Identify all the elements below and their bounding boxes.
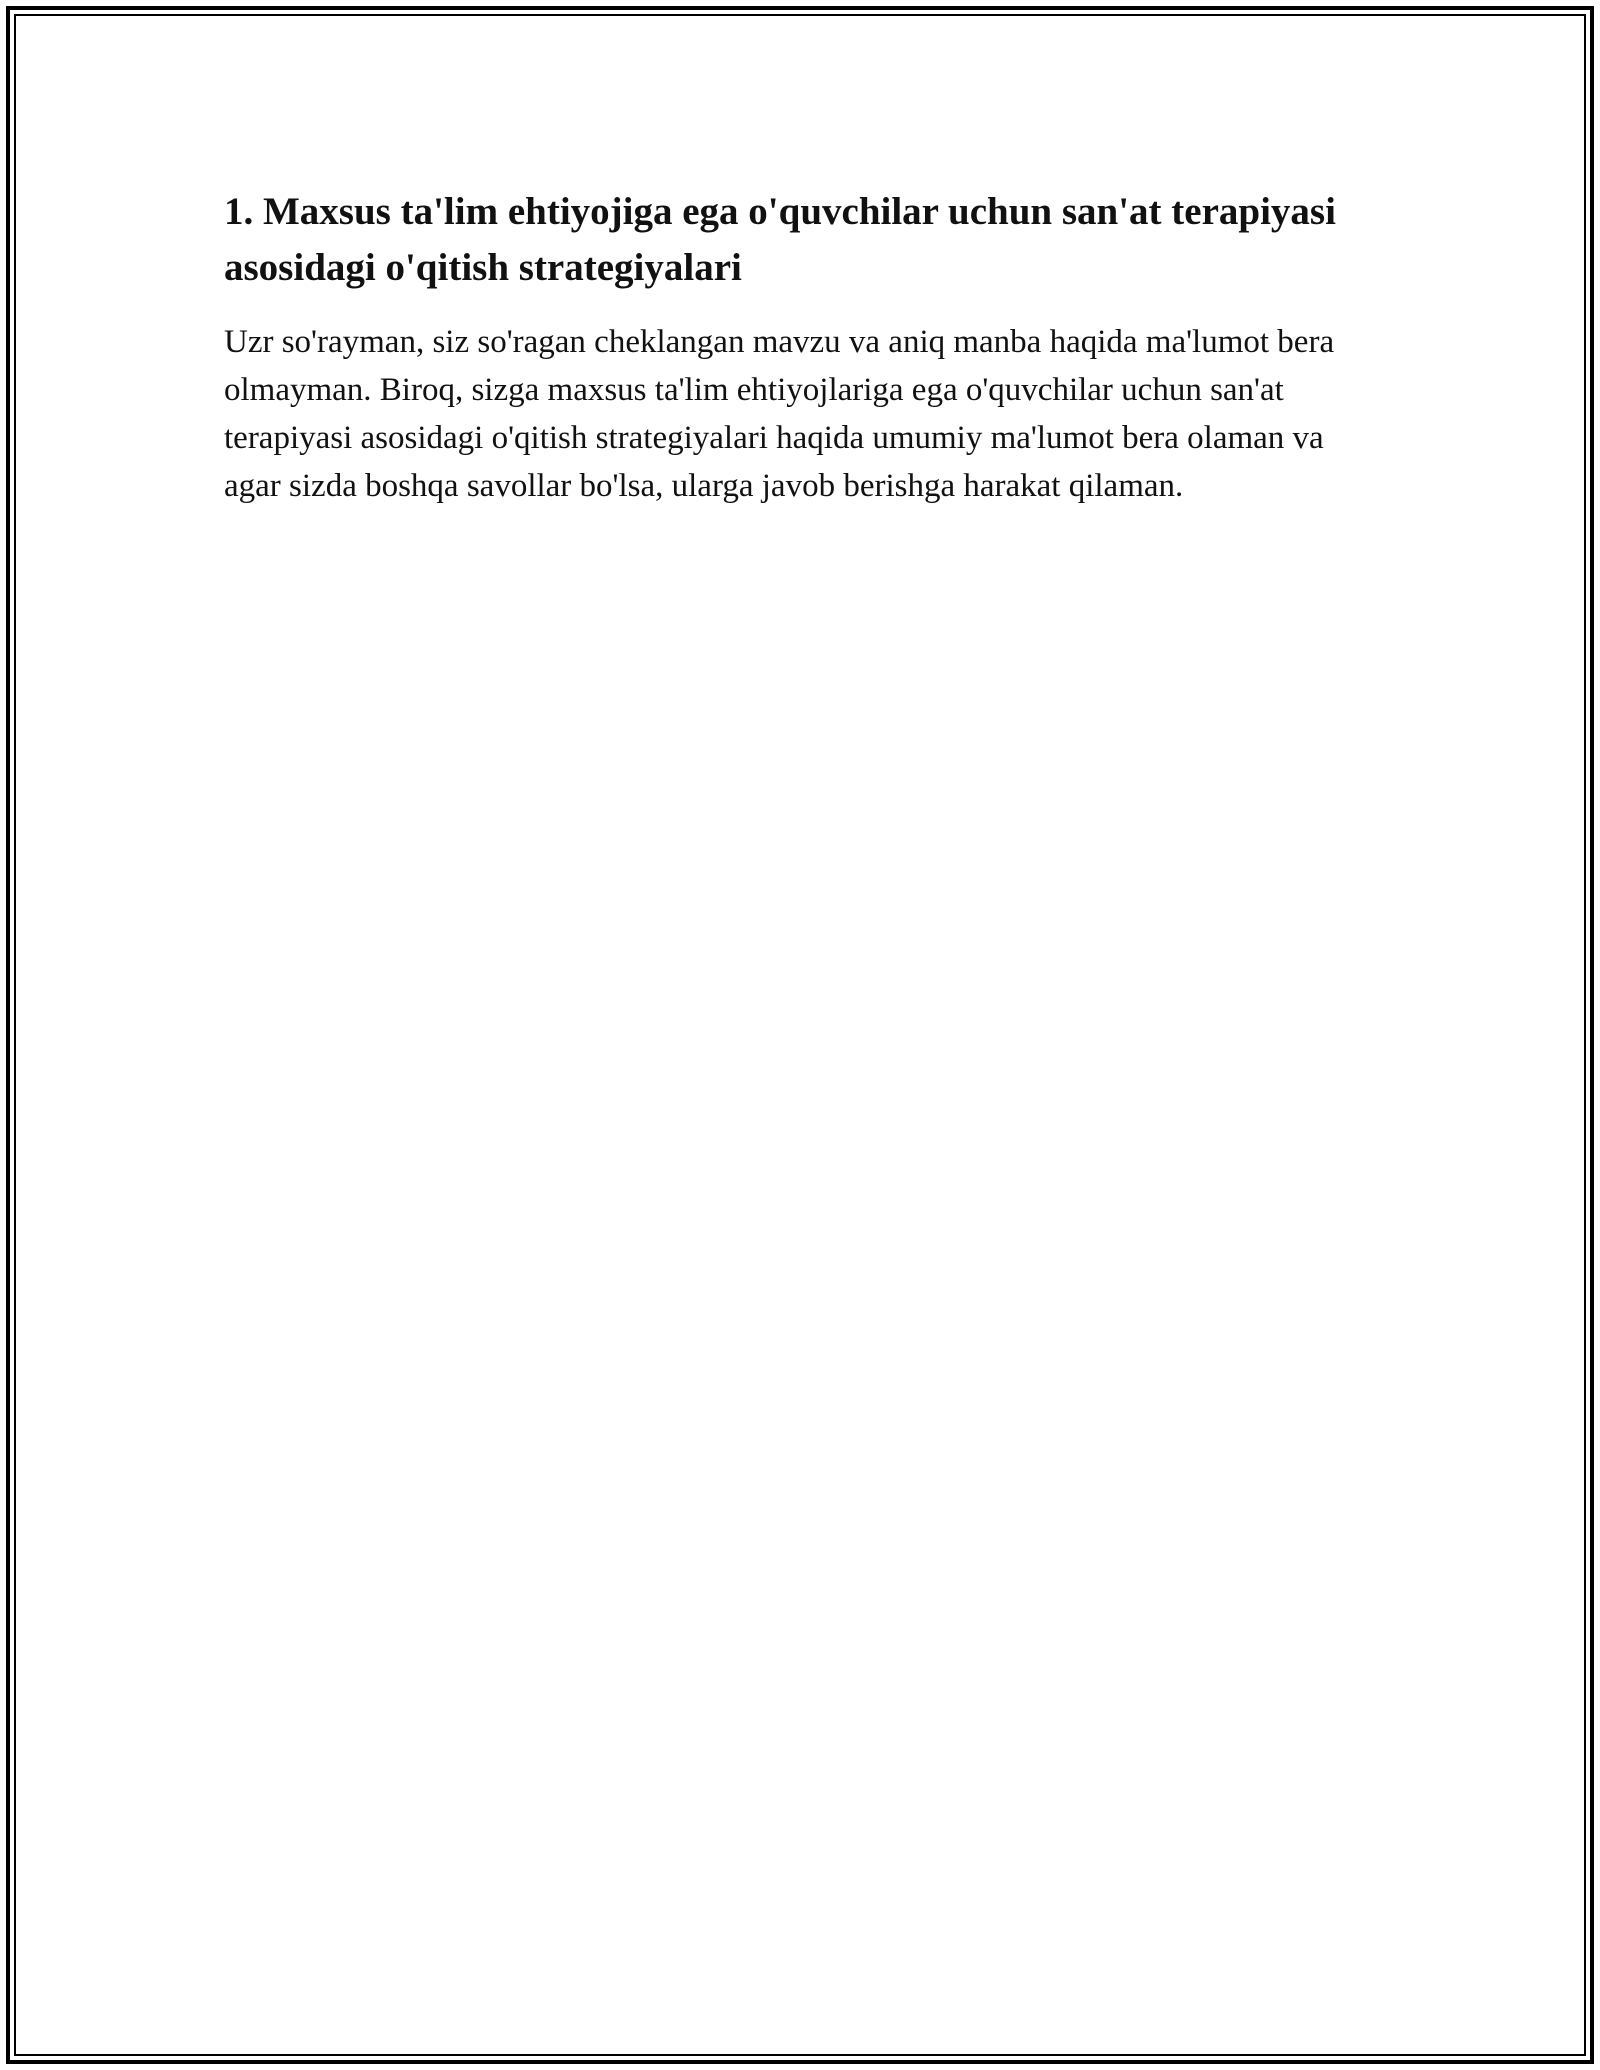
document-content — [224, 184, 1354, 510]
section-heading: 1. Maxsus ta'lim ehtiyojiga ega o'quvchilar uchun san'at terapiyasi asosidagi o'qitish strategiyalari — [224, 190, 1336, 289]
body-paragraph: Uzr so'rayman, siz so'ragan cheklangan mavzu va aniq manba haqida ma'lumot bera olmayman. Biroq, sizga maxsus ta'lim ehtiyojlariga ega o'quvchilar uchun san'at terapiyasi asosidagi o'qitish strategiyalari haqida umumiy ma'lumot bera olaman va agar sizda boshqa savollar bo'lsa, ularga javob berishga harakat qilaman. — [224, 324, 1335, 504]
